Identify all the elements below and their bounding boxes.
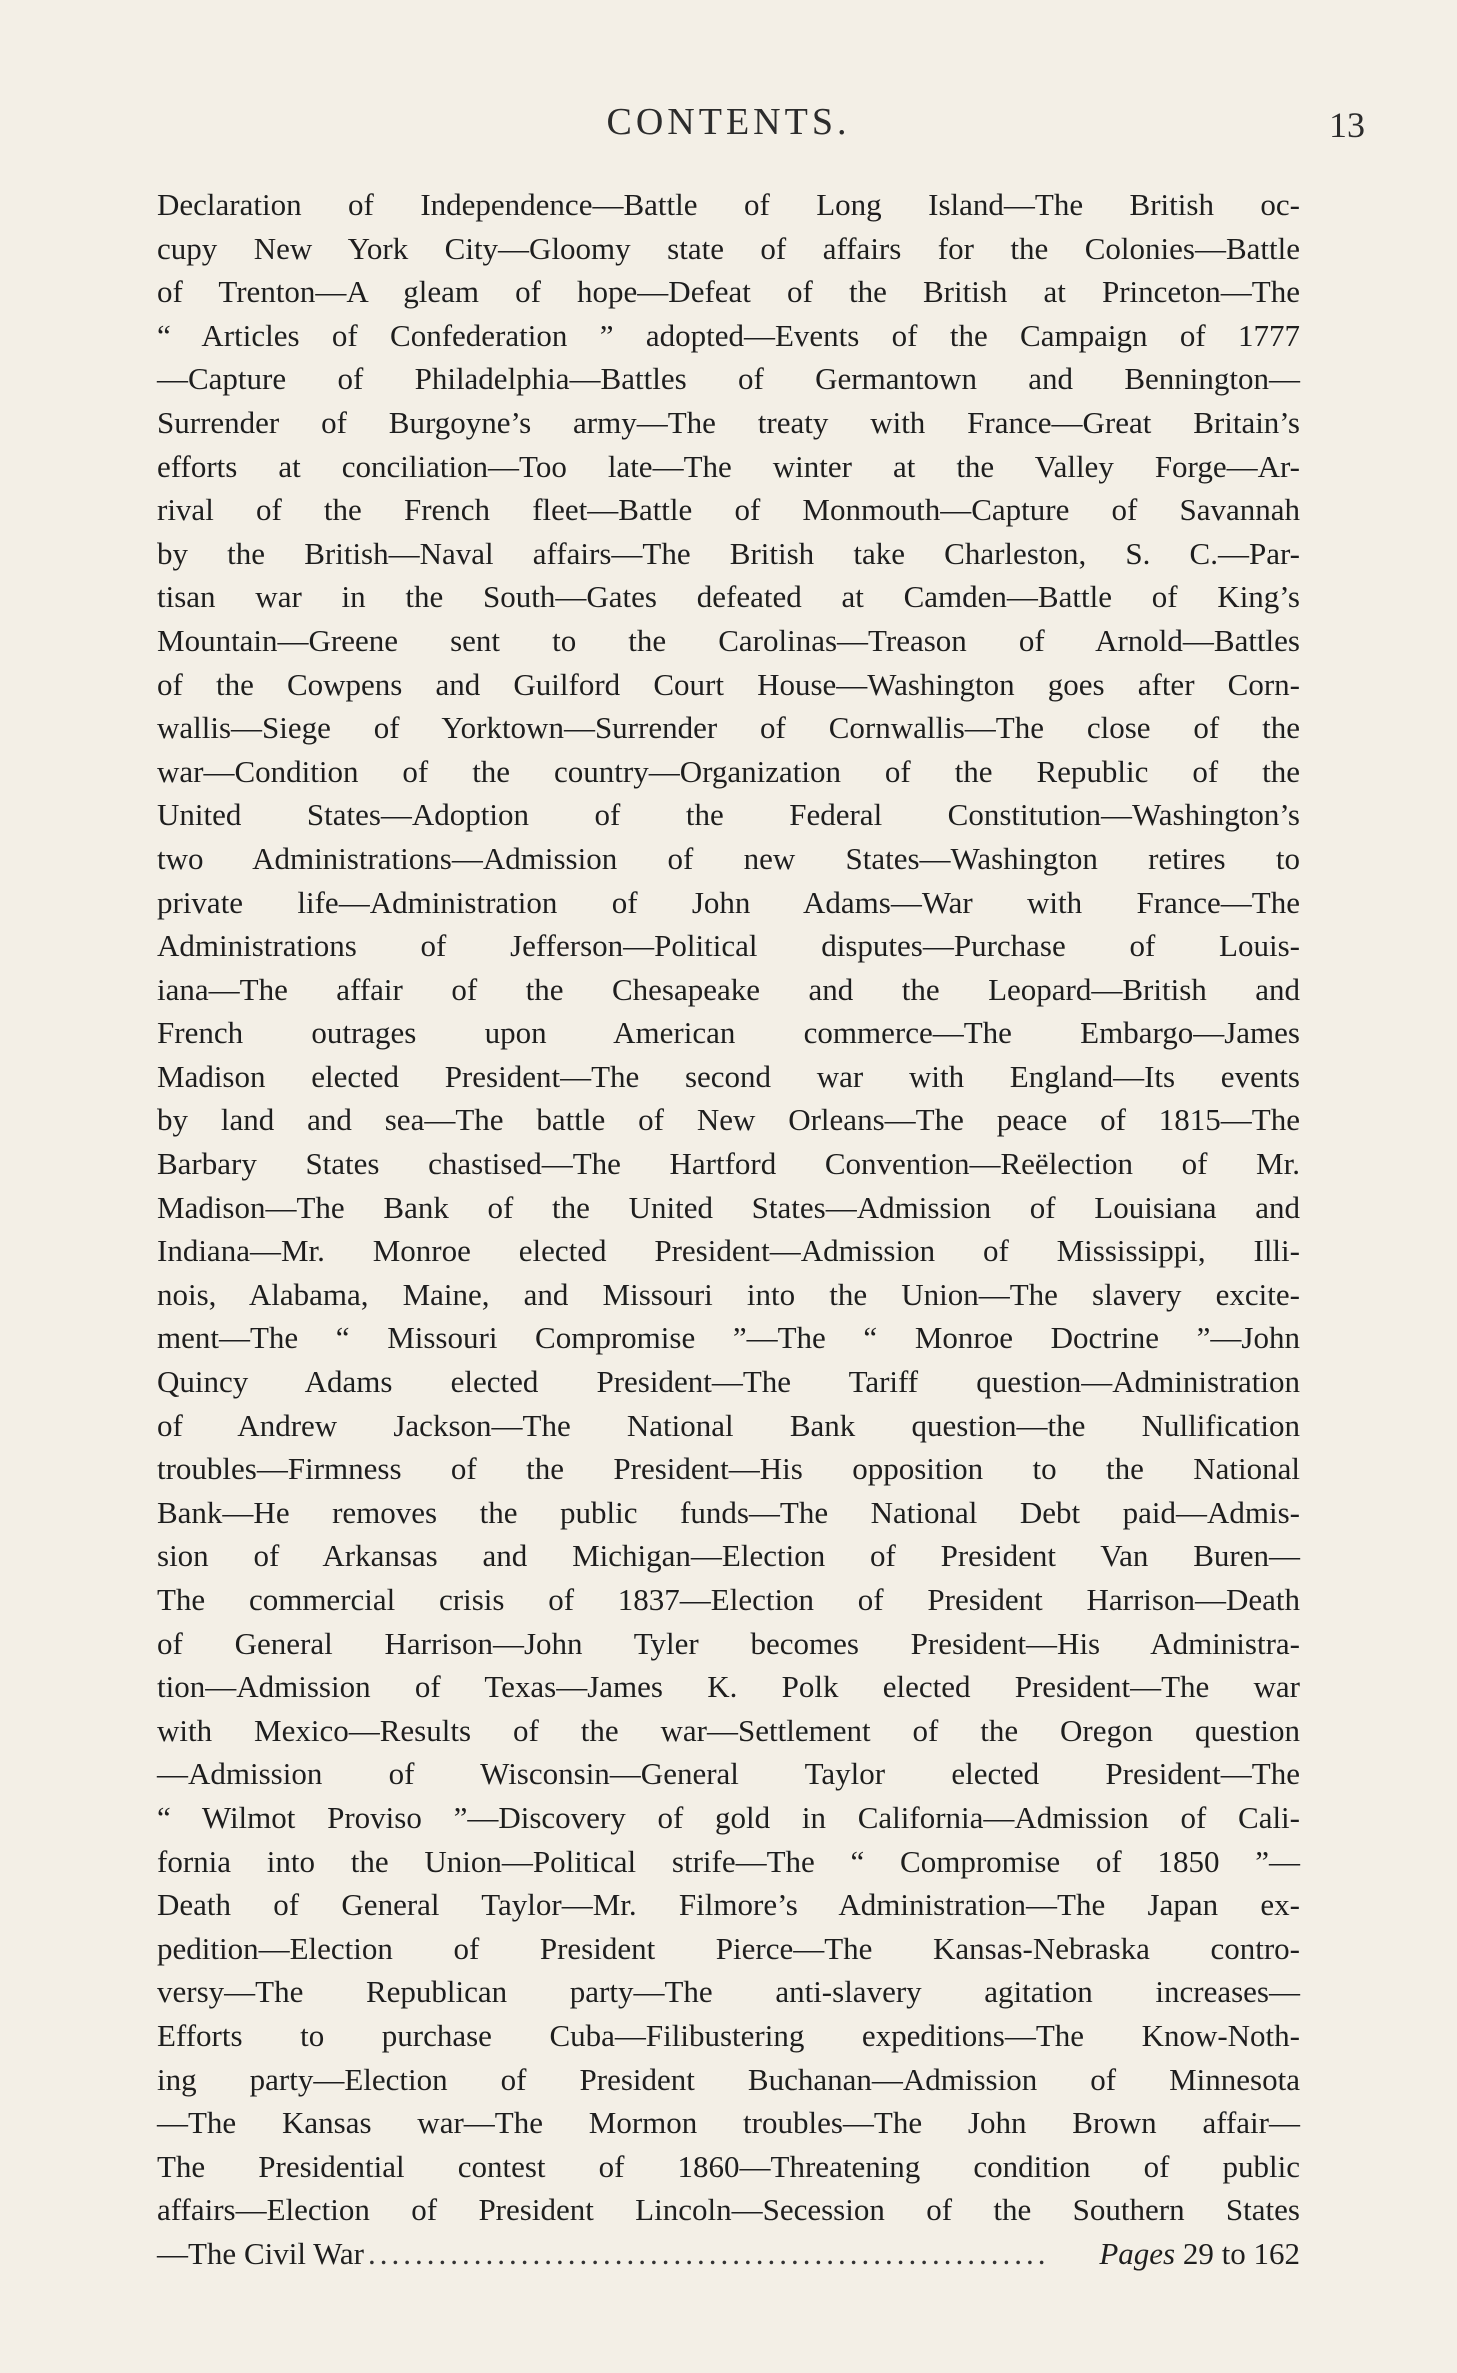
text-line: by the British—Naval affairs—The British take Charleston, S. C.—Par-: [157, 535, 1300, 571]
text-line: ment—The “ Missouri Compromise ”—The “ Monroe Doctrine ”—John: [157, 1320, 1300, 1356]
text-line: Administrations of Jefferson—Political disputes—Purchase of Louis-: [157, 928, 1300, 964]
text-line: tisan war in the South—Gates defeated at Camden—Battle of King’s: [157, 579, 1300, 615]
text-line: French outrages upon American commerce—The Embargo—James: [157, 1015, 1300, 1051]
text-line: Madison elected President—The second war with England—Its events: [157, 1058, 1300, 1094]
text-line: —Capture of Philadelphia—Battles of Germantown and Bennington—: [157, 361, 1300, 397]
text-line: Mountain—Greene sent to the Carolinas—Treason of Arnold—Battles: [157, 622, 1300, 658]
page-range-value: 29 to 162: [1175, 2235, 1300, 2271]
text-line: The commercial crisis of 1837—Election of President Harrison—Death: [157, 1582, 1300, 1617]
text-line: private life—Administration of John Adams—War with France—The: [157, 884, 1300, 920]
running-head: [0, 100, 1457, 160]
text-line: troubles—Firmness of the President—His opposition to the National: [157, 1451, 1300, 1487]
text-line: cupy New York City—Gloomy state of affairs for the Colonies—Battle: [157, 230, 1300, 266]
text-line: Bank—He removes the public funds—The National Debt paid—Admis-: [157, 1494, 1300, 1530]
text-line: rival of the French fleet—Battle of Monmouth—Capture of Savannah: [157, 492, 1300, 528]
text-line: iana—The affair of the Chesapeake and the Leopard—British and: [157, 971, 1300, 1007]
dot-leader: ..........................................................: [368, 2235, 1050, 2271]
final-line-text: —The Civil War: [157, 2235, 365, 2271]
text-line: United States—Adoption of the Federal Constitution—Washington’s: [157, 797, 1300, 833]
text-line: nois, Alabama, Maine, and Missouri into the Union—The slavery excite-: [157, 1276, 1300, 1312]
text-line: Indiana—Mr. Monroe elected President—Admission of Mississippi, Illi-: [157, 1233, 1300, 1269]
text-line: “ Articles of Confederation ” adopted—Events of the Campaign of 1777: [157, 317, 1300, 353]
text-line: wallis—Siege of Yorktown—Surrender of Cornwallis—The close of the: [157, 710, 1300, 746]
text-line: of General Harrison—John Tyler becomes President—His Administra-: [157, 1625, 1300, 1661]
text-line: Declaration of Independence—Battle of Long Island—The British oc-: [157, 187, 1300, 222]
text-line: Quincy Adams elected President—The Tariff question—Administration: [157, 1364, 1300, 1400]
page-number: 13: [1329, 105, 1365, 145]
text-line: Barbary States chastised—The Hartford Convention—Reëlection of Mr.: [157, 1146, 1300, 1182]
contents-entry: [157, 183, 1300, 2276]
text-line: affairs—Election of President Lincoln—Secession of the Southern States: [157, 2192, 1300, 2228]
text-line: versy—The Republican party—The anti-slavery agitation increases—: [157, 1974, 1300, 2010]
text-line: Madison—The Bank of the United States—Admission of Louisiana and: [157, 1189, 1300, 1225]
text-line: “ Wilmot Proviso ”—Discovery of gold in California—Admission of Cali-: [157, 1799, 1300, 1835]
text-line: with Mexico—Results of the war—Settlement of the Oregon question: [157, 1712, 1300, 1748]
text-line: sion of Arkansas and Michigan—Election of President Van Buren—: [157, 1538, 1300, 1574]
text-line: ing party—Election of President Buchanan—Admission of Minnesota: [157, 2061, 1300, 2097]
page-range: [1099, 2232, 1300, 2276]
text-line: The Presidential contest of 1860—Threatening condition of public: [157, 2148, 1300, 2184]
text-line: —The Kansas war—The Mormon troubles—The John Brown affair—: [157, 2105, 1300, 2141]
text-line: war—Condition of the country—Organization of the Republic of the: [157, 753, 1300, 789]
text-line: fornia into the Union—Political strife—The “ Compromise of 1850 ”—: [157, 1843, 1300, 1879]
text-line: efforts at conciliation—Too late—The winter at the Valley Forge—Ar-: [157, 448, 1300, 484]
text-line: Surrender of Burgoyne’s army—The treaty with France—Great Britain’s: [157, 404, 1300, 440]
text-line: two Administrations—Admission of new States—Washington retires to: [157, 840, 1300, 876]
text-line: —Admission of Wisconsin—General Taylor elected President—The: [157, 1756, 1300, 1792]
text-line: of the Cowpens and Guilford Court House—Washington goes after Corn-: [157, 666, 1300, 702]
running-title: CONTENTS.: [606, 101, 851, 143]
final-line: [157, 2232, 1300, 2276]
text-line: of Trenton—A gleam of hope—Defeat of the British at Princeton—The: [157, 274, 1300, 310]
text-line: by land and sea—The battle of New Orleans—The peace of 1815—The: [157, 1102, 1300, 1138]
pages-label: Pages: [1099, 2235, 1176, 2271]
text-line: Efforts to purchase Cuba—Filibustering expeditions—The Know-Noth-: [157, 2017, 1300, 2053]
text-line: of Andrew Jackson—The National Bank question—the Nullification: [157, 1407, 1300, 1443]
text-line: pedition—Election of President Pierce—The Kansas-Nebraska contro-: [157, 1930, 1300, 1966]
text-line: Death of General Taylor—Mr. Filmore’s Administration—The Japan ex-: [157, 1887, 1300, 1923]
text-line: tion—Admission of Texas—James K. Polk elected President—The war: [157, 1669, 1300, 1705]
